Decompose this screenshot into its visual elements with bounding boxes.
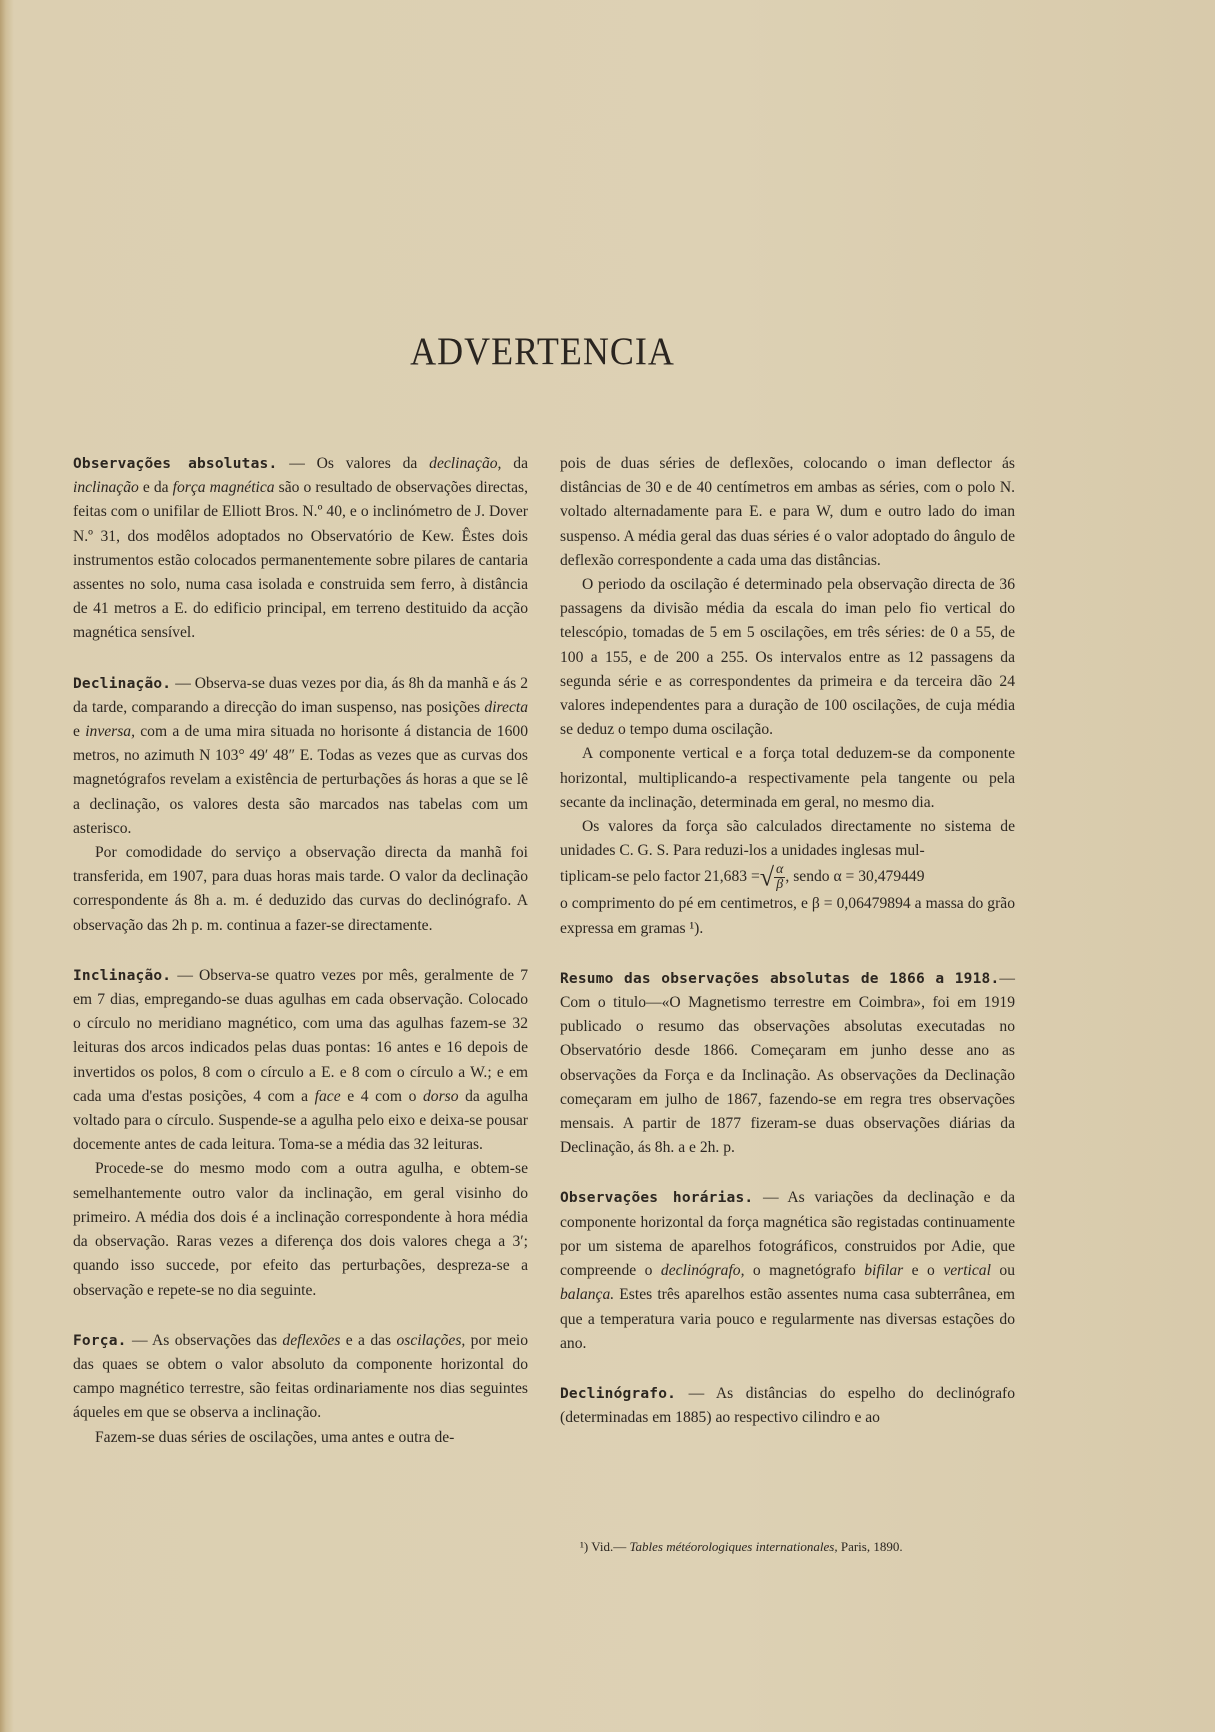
paragraph-inclination: Inclinação. — Observa-se quatro vezes por mês, geralmente de 7 em 7 dias, empregando-se duas agulhas em cada observação. Colocado o círculo no meridiano magnético, com uma das agulhas fazem-se 32 leituras dos arcos indicados pelas duas pontas: 16 antes e 16 depois de invertidos os polos, 8 com o círculo a E. e 8 com o círculo a W.; e em cada uma d'estas posições, 4 com a face e 4 com o dorso da agulha voltado para o círculo. Suspende-se a agulha pelo eixo e deixa-se pousar docemente antes de cada leitura. Toma-se a média das 32 leituras. [73, 966, 528, 1154]
section-heading-hourly-observations: Observações horárias. [560, 1190, 754, 1207]
paragraph-oscillation-period: O periodo da oscilação é determinado pela observação directa de 36 passagens da divisão média da escala do iman pelo fio vertical do telescópio, tomadas de 5 em 5 oscilações, em três séries: de 0 a 55, de 100 a 155, e de 200 a 255. Os intervalos entre as 12 passagens da segunda série e as correspondentes da primeira e da terceira dão 24 valores independentes para a duração de 100 oscilações, de cuja média se deduz o tempo duma oscilação. [560, 576, 1015, 739]
paragraph-declination-2: Por comodidade do serviço a observação directa da manhã foi transferida, em 1907, para duas horas mais tarde. O valor da declinação correspondente ás 8h a. m. é deduzido das curvas do declinógrafo. A observação das 2h p. m. continua a fazer-se directamente. [73, 844, 528, 934]
fraction: $\frac{\alpha}{\beta}$ [776, 862, 784, 893]
paragraph-units: Os valores da força são calculados directamente no sistema de unidades C. G. S. Para reduzi-los a unidades inglesas mul- [560, 818, 1015, 860]
section-heading-inclination: Inclinação. [73, 967, 172, 984]
paragraph-units-end: o comprimento do pé em centimetros, e β = 0,06479894 a massa do grão expressa em gramas ¹). [560, 895, 1015, 937]
paragraph-absolute-observations: Observações absolutas. — Os valores da declinação, da inclinação e da força magnética são o resultado de observações directas, feitas com o unifilar de Elliott Bros. N.º 40, e o inclinómetro de J. Dover N.º 31, dos modêlos adoptados no Observatório de Kew. Êstes dois instrumentos estão colocados permanentemente sobre pilares de cantaria assentes no solo, numa casa isolada e construida sem ferro, à distância de 41 metros a E. do edificio principal, em terreno destituido da acção magnética sensível. [73, 455, 528, 642]
paragraph-declinograph: Declinógrafo. — As distâncias do espelho do declinógrafo (determinadas em 1885) ao respectivo cilindro e ao [560, 1384, 1015, 1427]
sqrt-symbol: √ [759, 862, 775, 892]
paragraph-declination: Declinação. — Observa-se duas vezes por dia, ás 8h da manhã e ás 2 da tarde, comparando a direcção do iman suspenso, nas posições directa e inversa, com a de uma mira situada no horisonte á distancia de 1600 metros, no azimuth N 103° 49′ 48″ E. Todas as vezes que as curvas dos magnetógrafos revelam a existência de perturbações ás horas a que se lê a declinação, os valores desta são marcados nas tabelas com um asterisco. [73, 674, 528, 837]
left-column [73, 452, 528, 1450]
section-heading-absolute-observations: Observações absolutas. [73, 456, 278, 472]
formula-line: tiplicam-se pelo factor 21,683 =√ $\frac{\alpha}{\beta}$ , sendo α = 30,479449 [560, 862, 925, 893]
right-column [560, 452, 1015, 1430]
paragraph-inclination-2: Procede-se do mesmo modo com a outra agulha, e obtem-se semelhantemente outro valor da inclinação, em geral visinho do primeiro. A média dos dois é a inclinação correspondente à hora média da observação. Raras vezes a diferença dos dois valores chega a 3′; quando isso succede, por efeito das perturbações, despreza-se a observação e repete-se no dia seguinte. [73, 1160, 528, 1299]
paragraph-force: Força. — As observações das deflexões e a das oscilações, por meio das quaes se obtem o valor absoluto da componente horizontal do campo magnético terrestre, são feitas ordinariamente nos dias seguintes áqueles em que se observa a inclinação. [73, 1331, 528, 1422]
footnote: ¹) Vid.— Tables météorologiques internationales, Paris, 1890. [580, 1539, 903, 1554]
paragraph-deflections: pois de duas séries de deflexões, colocando o iman deflector ás distâncias de 30 e de 40 centímetros em ambas as séries, com o polo N. voltado alternadamente para E. e para W, dum e outro lado do iman suspenso. A média geral das duas séries é o valor adoptado do ângulo de deflexão correspondente a cada uma das distâncias. [560, 455, 1015, 569]
page-title: ADVERTENCIA [410, 329, 675, 373]
paragraph-hourly-observations: Observações horárias. — As variações da declinação e da componente horizontal da força magnética são registadas continuamente por um sistema de aparelhos fotográficos, construidos por Adie, que compreende o declinógrafo, o magnetógrafo bifilar e o vertical ou balança. Estes três aparelhos estão assentes numa casa subterrânea, em que a temperatura varia pouco e regularmente nas diversas estações do ano. [560, 1189, 1015, 1352]
paragraph-force-2: Fazem-se duas séries de oscilações, uma antes e outra de- [95, 1428, 455, 1446]
paragraph-summary: Resumo das observações absolutas de 1866 a 1918.—Com o titulo—«O Magnetismo terrestre em Coimbra», foi em 1919 publicado o resumo das observações absolutas executadas no Observatório desde 1866. Começaram em junho desse ano as observações da Força e da Inclinação. As observações da Declinação começaram em julho de 1867, fazendo-se em regra tres observações mensais. A partir de 1877 fizeram-se duas observações diárias da Declinação, ás 8h. a e 2h. p. [560, 969, 1015, 1157]
section-heading-force: Força. [73, 1332, 127, 1349]
paragraph-vertical-component: A componente vertical e a força total deduzem-se da componente horizontal, multiplicando-a respectivamente pela tangente ou pela secante da inclinação, determinada em geral, no mesmo dia. [560, 745, 1015, 811]
section-heading-summary: Resumo das observações absolutas de 1866 a 1918. [560, 970, 1000, 987]
section-heading-declinograph: Declinógrafo. [560, 1385, 677, 1402]
section-heading-declination: Declinação. [73, 675, 172, 692]
